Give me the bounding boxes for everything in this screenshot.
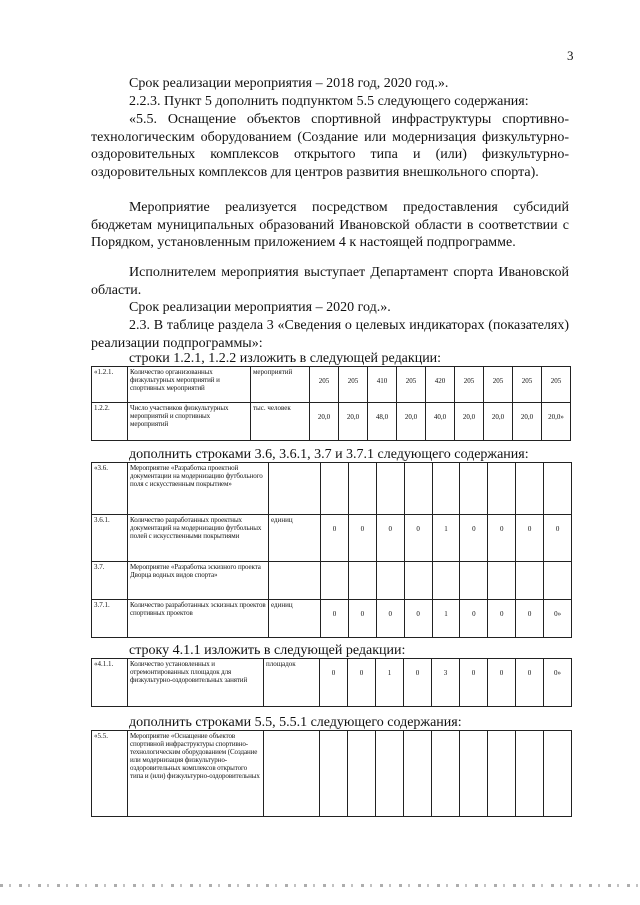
value-cell	[320, 731, 348, 817]
row-number-cell: 3.7.1.	[92, 600, 128, 638]
page-number: 3	[567, 48, 574, 63]
value-cell	[348, 731, 376, 817]
value-cell: 0	[516, 515, 544, 562]
table-row	[92, 403, 571, 441]
paragraph-5-5: «5.5. Оснащение объектов спортивной инфраструктуры спортивно-технологическим оборудованием (Создание или модернизация физкультурно-оздоровительных комплексов открытого типа и (или) физкультурно-оздоровительных комплексов для центров развития внешкольного спорта).	[91, 112, 569, 180]
heading-rows-1-2: строки 1.2.1, 1.2.2 изложить в следующей редакции:	[129, 351, 442, 366]
value-cell: 0	[404, 515, 432, 562]
paragraph-subsidies: Мероприятие реализуется посредством предоставления субсидий бюджетам муниципальных образований Ивановской области в соответствии с Порядком, установленным приложением 4 к настоящей подпрограмме.	[91, 200, 569, 250]
value-cell: 205	[513, 367, 542, 403]
value-cell: 0	[376, 515, 404, 562]
scan-edge-noise	[0, 884, 640, 887]
unit-cell	[264, 731, 320, 817]
indicator-name-cell: Число участников физкультурных мероприятий и спортивных мероприятий	[128, 403, 251, 441]
indicator-name-cell: Количество установленных и отремонтированных площадок для физкультурно-оздоровительных занятий	[128, 659, 264, 707]
value-cell: 205	[455, 367, 484, 403]
table-row-4-1-1	[91, 658, 572, 707]
table-rows-1-2	[91, 366, 571, 441]
value-cell: 48,0	[368, 403, 397, 441]
table-row	[92, 600, 572, 638]
value-cell: 0	[488, 600, 516, 638]
table-rows-5-5	[91, 730, 572, 817]
value-cell	[404, 562, 432, 600]
row-number-cell: «3.6.	[92, 463, 128, 515]
value-cell: 0	[321, 600, 349, 638]
row-number-cell: «1.2.1.	[92, 367, 128, 403]
value-cell	[460, 562, 488, 600]
value-cell: 0	[460, 659, 488, 707]
value-cell: 0	[348, 600, 376, 638]
table-row	[92, 515, 572, 562]
value-cell: 420	[426, 367, 455, 403]
value-cell	[516, 463, 544, 515]
value-cell: 1	[432, 515, 460, 562]
value-cell	[516, 731, 544, 817]
value-cell: 0	[321, 515, 349, 562]
unit-cell: площадок	[264, 659, 320, 707]
value-cell: 1	[432, 600, 460, 638]
value-cell: 20,0	[513, 403, 542, 441]
value-cell	[544, 731, 572, 817]
value-cell: 20,0	[397, 403, 426, 441]
value-cell	[544, 562, 572, 600]
value-cell: 0	[516, 600, 544, 638]
table-row	[92, 463, 572, 515]
indicator-name-cell: Количество разработанных проектных документаций на модернизацию футбольных полей с искусственными покрытиями	[128, 515, 269, 562]
paragraph-2-2-3: 2.2.3. Пункт 5 дополнить подпунктом 5.5 следующего содержания:	[129, 94, 529, 109]
value-cell: 0	[404, 600, 432, 638]
value-cell: 0»	[544, 659, 572, 707]
value-cell	[488, 463, 516, 515]
value-cell	[460, 463, 488, 515]
value-cell: 20,0	[310, 403, 339, 441]
value-cell: 0	[320, 659, 348, 707]
value-cell: 0	[460, 515, 488, 562]
row-number-cell: 3.6.1.	[92, 515, 128, 562]
paragraph-deadline-2018-2020: Срок реализации мероприятия – 2018 год, 2020 год.».	[129, 76, 449, 91]
table-row	[92, 367, 571, 403]
value-cell	[348, 562, 376, 600]
row-number-cell: «5.5.	[92, 731, 128, 817]
value-cell: 205	[542, 367, 571, 403]
row-number-cell: 1.2.2.	[92, 403, 128, 441]
value-cell	[404, 731, 432, 817]
table-rows-3-6-3-7	[91, 462, 572, 638]
paragraph-deadline-2020: Срок реализации мероприятия – 2020 год.».	[129, 300, 391, 315]
value-cell: 0	[516, 659, 544, 707]
unit-cell	[269, 562, 321, 600]
value-cell	[348, 463, 376, 515]
indicator-name-cell: Мероприятие «Оснащение объектов спортивной инфраструктуры спортивно-технологическим оборудованием (Создание или модернизация физкультурно-оздоровительных комплексов открытого типа и (или) физкультурно-оздоровительных	[128, 731, 264, 817]
value-cell	[516, 562, 544, 600]
value-cell	[432, 562, 460, 600]
value-cell: 0	[488, 659, 516, 707]
indicator-name-cell: Количество разработанных эскизных проектов спортивных проектов	[128, 600, 269, 638]
indicator-name-cell: Мероприятие «Разработка проектной документации на модернизацию футбольного поля с искусственным покрытием»	[128, 463, 269, 515]
value-cell: 20,0	[484, 403, 513, 441]
value-cell: 20,0	[455, 403, 484, 441]
value-cell: 1	[376, 659, 404, 707]
value-cell: 0	[348, 659, 376, 707]
value-cell	[376, 463, 404, 515]
value-cell	[432, 463, 460, 515]
unit-cell: единиц	[269, 515, 321, 562]
value-cell	[432, 731, 460, 817]
value-cell: 0	[460, 600, 488, 638]
heading-rows-5-5: дополнить строками 5.5, 5.5.1 следующего содержания:	[129, 715, 462, 730]
value-cell: 20,0»	[542, 403, 571, 441]
row-number-cell: «4.1.1.	[92, 659, 128, 707]
value-cell: 205	[339, 367, 368, 403]
value-cell	[460, 731, 488, 817]
value-cell: 0	[376, 600, 404, 638]
unit-cell	[269, 463, 321, 515]
value-cell: 205	[397, 367, 426, 403]
indicator-name-cell: Количество организованных физкультурных мероприятий и спортивных мероприятий	[128, 367, 251, 403]
unit-cell: тыс. человек	[251, 403, 310, 441]
value-cell	[376, 562, 404, 600]
value-cell: 0»	[544, 600, 572, 638]
heading-row-4-1-1: строку 4.1.1 изложить в следующей редакции:	[129, 643, 406, 658]
paragraph-2-3: 2.3. В таблице раздела 3 «Сведения о целевых индикаторах (показателях) реализации подпрограммы»:	[91, 318, 569, 351]
unit-cell: мероприятий	[251, 367, 310, 403]
value-cell: 3	[432, 659, 460, 707]
value-cell: 0	[488, 515, 516, 562]
table-row	[92, 659, 572, 707]
value-cell	[321, 463, 349, 515]
row-number-cell: 3.7.	[92, 562, 128, 600]
unit-cell: единиц	[269, 600, 321, 638]
value-cell	[488, 731, 516, 817]
value-cell: 410	[368, 367, 397, 403]
table-row	[92, 562, 572, 600]
value-cell: 0	[404, 659, 432, 707]
value-cell	[544, 463, 572, 515]
value-cell: 0	[544, 515, 572, 562]
value-cell	[376, 731, 404, 817]
value-cell: 40,0	[426, 403, 455, 441]
paragraph-executor: Исполнителем мероприятия выступает Департамент спорта Ивановской области.	[91, 265, 569, 298]
value-cell: 20,0	[339, 403, 368, 441]
value-cell	[488, 562, 516, 600]
value-cell: 0	[348, 515, 376, 562]
indicator-name-cell: Мероприятие «Разработка эскизного проекта Дворца водных видов спорта»	[128, 562, 269, 600]
value-cell: 205	[310, 367, 339, 403]
value-cell	[404, 463, 432, 515]
value-cell: 205	[484, 367, 513, 403]
heading-rows-3-6-3-7: дополнить строками 3.6, 3.6.1, 3.7 и 3.7.1 следующего содержания:	[129, 447, 529, 462]
value-cell	[321, 562, 349, 600]
table-row	[92, 731, 572, 817]
